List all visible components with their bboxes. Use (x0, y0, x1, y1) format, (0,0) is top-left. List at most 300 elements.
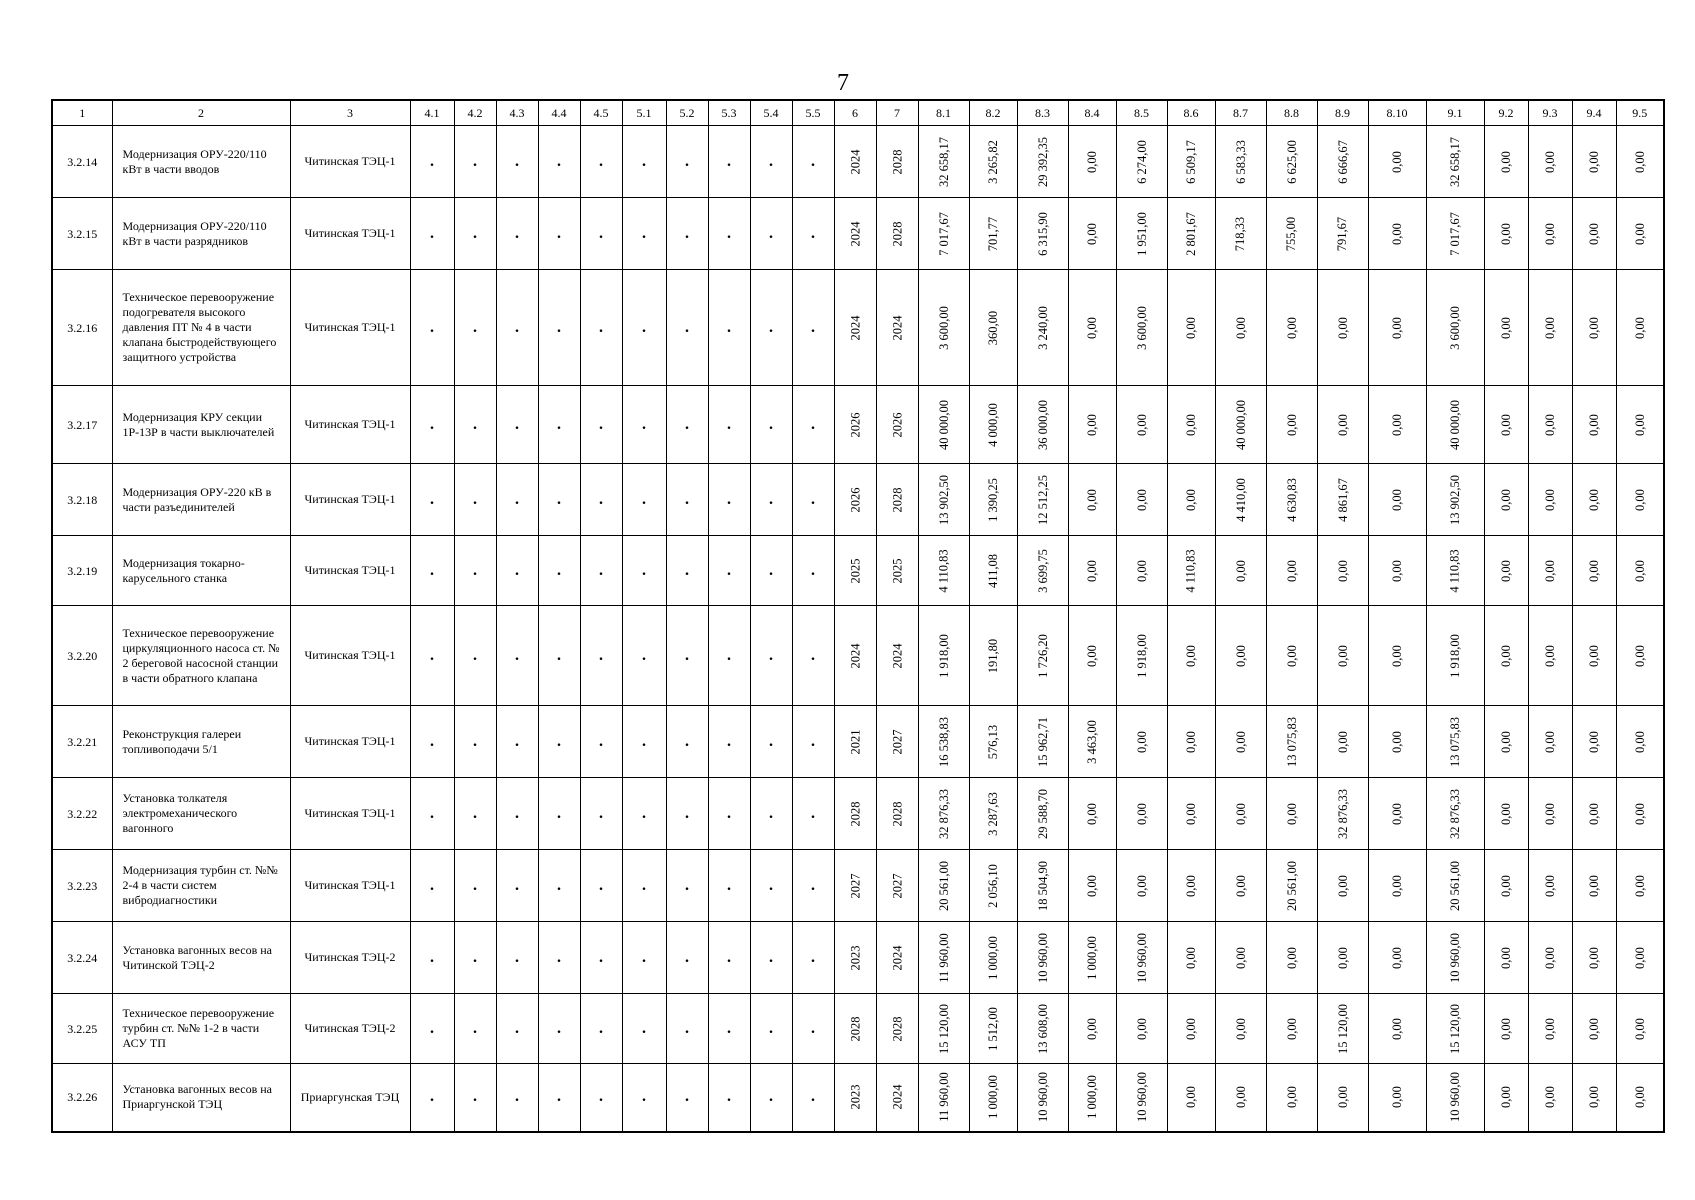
empty-cell-dot: . (708, 922, 750, 994)
value-cell-text: 0,00 (1134, 802, 1149, 825)
value-cell (1017, 270, 1068, 386)
row-station: Читинская ТЭЦ-1 (290, 386, 410, 464)
value-cell-text: 0,00 (1543, 730, 1557, 753)
value-cell (1116, 270, 1167, 386)
end-year-text: 2027 (890, 729, 904, 754)
value-cell (1116, 994, 1167, 1064)
empty-cell-dot: . (454, 706, 496, 778)
value-cell (1426, 386, 1484, 464)
value-cell (1317, 778, 1368, 850)
value-cell-text: 1 512,00 (986, 1006, 1000, 1051)
value-cell-text: 0,00 (1233, 874, 1248, 897)
empty-cell-dot: . (622, 994, 666, 1064)
value-cell (1484, 994, 1528, 1064)
empty-cell-dot: . (622, 706, 666, 778)
empty-cell-dot: . (410, 706, 454, 778)
value-cell (1266, 994, 1317, 1064)
value-cell-text: 0,00 (1184, 802, 1198, 825)
value-cell-text: 18 504,90 (1035, 860, 1050, 911)
value-cell (1116, 386, 1167, 464)
empty-cell-dot: . (666, 778, 708, 850)
value-cell (1017, 386, 1068, 464)
value-cell-text: 4 630,83 (1284, 477, 1299, 522)
value-cell-text: 0,00 (1233, 1086, 1248, 1109)
empty-cell-dot: . (666, 850, 708, 922)
empty-cell-dot: . (666, 464, 708, 536)
value-cell (1484, 126, 1528, 198)
start-year-text: 2023 (848, 945, 862, 970)
value-cell-text: 0,00 (1543, 874, 1557, 897)
value-cell-text: 7 017,67 (936, 211, 951, 256)
value-cell (1616, 706, 1664, 778)
table-row (52, 386, 1664, 464)
value-cell-text: 0,00 (1085, 874, 1099, 897)
row-code: 3.2.26 (52, 1064, 112, 1132)
value-cell (1317, 1064, 1368, 1132)
empty-cell-dot: . (708, 706, 750, 778)
row-code: 3.2.24 (52, 922, 112, 994)
value-cell (1215, 126, 1266, 198)
value-cell-text: 3 600,00 (1134, 305, 1149, 350)
row-code: 3.2.22 (52, 778, 112, 850)
value-cell-text: 701,77 (986, 216, 1000, 251)
empty-cell-dot: . (666, 1064, 708, 1132)
value-cell (969, 464, 1017, 536)
value-cell (1317, 198, 1368, 270)
value-cell (1317, 994, 1368, 1064)
column-header: 8.4 (1068, 100, 1116, 126)
value-cell-text: 0,00 (1335, 559, 1350, 582)
value-cell-text: 0,00 (1184, 1017, 1198, 1040)
value-cell-text: 0,00 (1134, 559, 1149, 582)
column-header: 4.5 (580, 100, 622, 126)
empty-cell-dot: . (708, 270, 750, 386)
value-cell (969, 922, 1017, 994)
column-header: 5.5 (792, 100, 834, 126)
value-cell-text: 13 608,00 (1035, 1003, 1050, 1054)
empty-cell-dot: . (708, 198, 750, 270)
value-cell-text: 0,00 (1587, 559, 1601, 582)
value-cell-text: 15 120,00 (936, 1003, 951, 1054)
value-cell-text: 0,00 (1390, 559, 1404, 582)
empty-cell-dot: . (496, 706, 538, 778)
value-cell-text: 1 726,20 (1035, 633, 1050, 678)
end-year-text: 2024 (890, 1084, 904, 1110)
value-cell-text: 29 392,35 (1035, 136, 1050, 187)
empty-cell-dot: . (792, 270, 834, 386)
empty-cell-dot: . (750, 536, 792, 606)
value-cell-text: 0,00 (1543, 802, 1557, 825)
value-cell-text: 0,00 (1184, 730, 1198, 753)
end-year-text: 2028 (890, 801, 904, 826)
value-cell (1167, 922, 1215, 994)
value-cell-text: 0,00 (1632, 730, 1647, 753)
value-cell (1368, 706, 1426, 778)
value-cell-text: 10 960,00 (1448, 1072, 1462, 1123)
value-cell (1368, 778, 1426, 850)
value-cell-text: 0,00 (1587, 874, 1601, 897)
table-row (52, 778, 1664, 850)
value-cell (1484, 198, 1528, 270)
value-cell (1368, 606, 1426, 706)
value-cell-text: 0,00 (1499, 488, 1513, 511)
value-cell (1017, 850, 1068, 922)
empty-cell-dot: . (496, 994, 538, 1064)
value-cell-text: 0,00 (1390, 1086, 1404, 1109)
value-cell (1426, 464, 1484, 536)
value-cell-text: 755,00 (1284, 216, 1299, 251)
value-cell (1017, 922, 1068, 994)
empty-cell-dot: . (708, 778, 750, 850)
value-cell-text: 12 512,25 (1035, 474, 1050, 525)
table-row (52, 270, 1664, 386)
value-cell-text: 0,00 (1632, 1086, 1647, 1109)
value-cell-text: 0,00 (1390, 316, 1404, 339)
start-year-text: 2028 (848, 1016, 862, 1041)
value-cell-text: 0,00 (1499, 1086, 1513, 1109)
empty-cell-dot: . (538, 126, 580, 198)
empty-cell-dot: . (666, 922, 708, 994)
empty-cell-dot: . (410, 536, 454, 606)
value-cell (1528, 464, 1572, 536)
value-cell-text: 0,00 (1184, 316, 1198, 339)
row-name: Модернизация турбин ст. №№ 2-4 в части систем вибродиагностики (112, 850, 290, 922)
value-cell (918, 198, 969, 270)
value-cell (1215, 778, 1266, 850)
empty-cell-dot: . (580, 778, 622, 850)
value-cell-text: 3 463,00 (1085, 719, 1099, 764)
value-cell (1068, 606, 1116, 706)
start-year (834, 386, 876, 464)
empty-cell-dot: . (538, 994, 580, 1064)
empty-cell-dot: . (454, 198, 496, 270)
empty-cell-dot: . (538, 536, 580, 606)
value-cell-text: 0,00 (1587, 413, 1601, 436)
value-cell (1317, 536, 1368, 606)
empty-cell-dot: . (792, 706, 834, 778)
row-station: Читинская ТЭЦ-1 (290, 464, 410, 536)
value-cell (1068, 536, 1116, 606)
value-cell (1484, 1064, 1528, 1132)
value-cell-text: 0,00 (1184, 946, 1198, 969)
value-cell-text: 20 561,00 (1448, 860, 1462, 911)
value-cell (1167, 778, 1215, 850)
table-row (52, 994, 1664, 1064)
column-header: 4.3 (496, 100, 538, 126)
value-cell (1572, 850, 1616, 922)
empty-cell-dot: . (792, 778, 834, 850)
value-cell (1572, 126, 1616, 198)
start-year-text: 2026 (848, 412, 862, 437)
value-cell-text: 0,00 (1587, 802, 1601, 825)
column-header: 5.3 (708, 100, 750, 126)
value-cell-text: 0,00 (1233, 946, 1248, 969)
start-year-text: 2024 (848, 315, 862, 340)
column-header: 8.2 (969, 100, 1017, 126)
value-cell-text: 0,00 (1632, 150, 1647, 173)
value-cell (1528, 270, 1572, 386)
value-cell (1266, 778, 1317, 850)
end-year-text: 2028 (890, 1016, 904, 1041)
empty-cell-dot: . (496, 198, 538, 270)
value-cell (1426, 922, 1484, 994)
value-cell-text: 10 960,00 (1134, 1072, 1149, 1123)
value-cell (1528, 198, 1572, 270)
row-code: 3.2.19 (52, 536, 112, 606)
table-row (52, 706, 1664, 778)
value-cell (1616, 464, 1664, 536)
empty-cell-dot: . (708, 606, 750, 706)
value-cell (1317, 706, 1368, 778)
start-year (834, 606, 876, 706)
value-cell-text: 4 110,83 (1183, 548, 1198, 593)
column-header: 8.7 (1215, 100, 1266, 126)
value-cell-text: 4 110,83 (936, 548, 951, 593)
value-cell (1068, 386, 1116, 464)
row-station: Читинская ТЭЦ-1 (290, 198, 410, 270)
end-year (876, 198, 918, 270)
value-cell-text: 0,00 (1134, 413, 1149, 436)
value-cell-text: 0,00 (1390, 150, 1404, 173)
value-cell (1572, 922, 1616, 994)
value-cell-text: 0,00 (1335, 316, 1350, 339)
value-cell-text: 1 000,00 (986, 1075, 1000, 1120)
value-cell-text: 576,13 (986, 724, 1000, 759)
start-year (834, 126, 876, 198)
empty-cell-dot: . (750, 922, 792, 994)
empty-cell-dot: . (496, 922, 538, 994)
column-header: 8.8 (1266, 100, 1317, 126)
empty-cell-dot: . (750, 994, 792, 1064)
value-cell-text: 0,00 (1390, 874, 1404, 897)
empty-cell-dot: . (410, 1064, 454, 1132)
empty-cell-dot: . (580, 850, 622, 922)
value-cell-text: 0,00 (1587, 222, 1601, 245)
value-cell (1068, 850, 1116, 922)
value-cell (1426, 994, 1484, 1064)
value-cell-text: 1 918,00 (1448, 633, 1462, 678)
end-year (876, 386, 918, 464)
value-cell (1426, 1064, 1484, 1132)
column-header: 3 (290, 100, 410, 126)
row-name: Установка вагонных весов на Приаргунской ТЭЦ (112, 1064, 290, 1132)
row-station: Читинская ТЭЦ-1 (290, 126, 410, 198)
value-cell (1017, 198, 1068, 270)
empty-cell-dot: . (792, 606, 834, 706)
value-cell (1484, 270, 1528, 386)
row-name: Техническое перевооружение подогревателя высокого давления ПТ № 4 в части клапана быстродействующего защитного устройства (112, 270, 290, 386)
empty-cell-dot: . (454, 850, 496, 922)
value-cell-text: 0,00 (1390, 222, 1404, 245)
column-header: 5.4 (750, 100, 792, 126)
value-cell-text: 0,00 (1499, 559, 1513, 582)
empty-cell-dot: . (580, 994, 622, 1064)
value-cell (1528, 850, 1572, 922)
empty-cell-dot: . (410, 994, 454, 1064)
value-cell-text: 3 240,00 (1035, 305, 1050, 350)
value-cell (1426, 198, 1484, 270)
column-header: 7 (876, 100, 918, 126)
value-cell-text: 0,00 (1335, 730, 1350, 753)
value-cell (1068, 994, 1116, 1064)
value-cell (1317, 850, 1368, 922)
value-cell (969, 126, 1017, 198)
empty-cell-dot: . (622, 198, 666, 270)
value-cell (969, 706, 1017, 778)
value-cell-text: 0,00 (1390, 1017, 1404, 1040)
value-cell-text: 0,00 (1543, 559, 1557, 582)
value-cell-text: 0,00 (1499, 1017, 1513, 1040)
empty-cell-dot: . (496, 464, 538, 536)
value-cell (1116, 126, 1167, 198)
empty-cell-dot: . (622, 1064, 666, 1132)
row-code: 3.2.16 (52, 270, 112, 386)
value-cell-text: 0,00 (1134, 1017, 1149, 1040)
empty-cell-dot: . (792, 850, 834, 922)
value-cell-text: 0,00 (1632, 222, 1647, 245)
value-cell (1426, 778, 1484, 850)
empty-cell-dot: . (496, 126, 538, 198)
value-cell-text: 0,00 (1284, 1017, 1299, 1040)
value-cell (918, 994, 969, 1064)
start-year-text: 2024 (848, 643, 862, 668)
value-cell-text: 10 960,00 (1035, 932, 1050, 983)
empty-cell-dot: . (708, 386, 750, 464)
row-name: Реконструкция галереи топливоподачи 5/1 (112, 706, 290, 778)
value-cell (1616, 198, 1664, 270)
value-cell-text: 0,00 (1390, 730, 1404, 753)
column-header: 9.2 (1484, 100, 1528, 126)
value-cell-text: 0,00 (1085, 413, 1099, 436)
value-cell (1017, 994, 1068, 1064)
value-cell (1215, 922, 1266, 994)
table-row (52, 922, 1664, 994)
empty-cell-dot: . (496, 270, 538, 386)
row-station: Приаргунская ТЭЦ (290, 1064, 410, 1132)
empty-cell-dot: . (750, 464, 792, 536)
empty-cell-dot: . (538, 464, 580, 536)
end-year (876, 994, 918, 1064)
value-cell-text: 0,00 (1085, 802, 1099, 825)
value-cell (1068, 464, 1116, 536)
empty-cell-dot: . (792, 1064, 834, 1132)
value-cell-text: 32 658,17 (936, 136, 951, 187)
empty-cell-dot: . (410, 126, 454, 198)
empty-cell-dot: . (792, 198, 834, 270)
value-cell-text: 1 918,00 (1134, 633, 1149, 678)
value-cell (1528, 706, 1572, 778)
row-station: Читинская ТЭЦ-1 (290, 536, 410, 606)
value-cell-text: 0,00 (1499, 316, 1513, 339)
row-station: Читинская ТЭЦ-1 (290, 850, 410, 922)
end-year (876, 270, 918, 386)
start-year-text: 2025 (848, 558, 862, 583)
start-year (834, 994, 876, 1064)
empty-cell-dot: . (792, 464, 834, 536)
empty-cell-dot: . (454, 464, 496, 536)
value-cell (1215, 386, 1266, 464)
empty-cell-dot: . (750, 126, 792, 198)
value-cell-text: 0,00 (1390, 644, 1404, 667)
value-cell (1167, 270, 1215, 386)
value-cell-text: 0,00 (1632, 559, 1647, 582)
value-cell-text: 0,00 (1632, 644, 1647, 667)
empty-cell-dot: . (410, 778, 454, 850)
start-year (834, 922, 876, 994)
value-cell (1116, 850, 1167, 922)
value-cell-text: 32 658,17 (1448, 136, 1462, 187)
value-cell-text: 0,00 (1632, 802, 1647, 825)
empty-cell-dot: . (750, 1064, 792, 1132)
value-cell (918, 606, 969, 706)
empty-cell-dot: . (708, 464, 750, 536)
value-cell-text: 4 110,83 (1447, 548, 1462, 593)
value-cell-text: 0,00 (1085, 488, 1099, 511)
empty-cell-dot: . (622, 270, 666, 386)
value-cell-text: 2 056,10 (986, 863, 1000, 908)
value-cell-text: 791,67 (1335, 216, 1350, 251)
value-cell (1266, 270, 1317, 386)
value-cell-text: 0,00 (1233, 316, 1248, 339)
start-year (834, 850, 876, 922)
value-cell-text: 0,00 (1335, 1086, 1350, 1109)
column-header: 9.5 (1616, 100, 1664, 126)
value-cell (1017, 464, 1068, 536)
value-cell (918, 706, 969, 778)
empty-cell-dot: . (750, 706, 792, 778)
start-year (834, 198, 876, 270)
empty-cell-dot: . (708, 126, 750, 198)
empty-cell-dot: . (792, 536, 834, 606)
value-cell (1528, 922, 1572, 994)
value-cell-text: 0,00 (1085, 316, 1099, 339)
value-cell-text: 32 876,33 (1335, 788, 1350, 839)
empty-cell-dot: . (538, 850, 580, 922)
empty-cell-dot: . (496, 850, 538, 922)
value-cell-text: 1 000,00 (986, 935, 1000, 980)
value-cell (1528, 1064, 1572, 1132)
column-header: 8.5 (1116, 100, 1167, 126)
value-cell-text: 10 960,00 (1035, 1072, 1050, 1123)
empty-cell-dot: . (750, 270, 792, 386)
table-row (52, 464, 1664, 536)
row-name: Модернизация ОРУ-220/110 кВт в части вводов (112, 126, 290, 198)
value-cell (1572, 464, 1616, 536)
value-cell (1616, 270, 1664, 386)
column-header: 8.1 (918, 100, 969, 126)
value-cell (1426, 126, 1484, 198)
value-cell (1317, 386, 1368, 464)
value-cell-text: 0,00 (1543, 488, 1557, 511)
value-cell-text: 1 000,00 (1085, 935, 1099, 980)
row-code: 3.2.25 (52, 994, 112, 1064)
row-name: Модернизация КРУ секции 1Р-13Р в части выключателей (112, 386, 290, 464)
value-cell (1317, 922, 1368, 994)
value-cell-text: 6 274,00 (1134, 139, 1149, 184)
start-year-text: 2028 (848, 801, 862, 826)
value-cell-text: 0,00 (1335, 413, 1350, 436)
end-year-text: 2026 (890, 412, 904, 437)
value-cell (1528, 126, 1572, 198)
value-cell (1215, 1064, 1266, 1132)
value-cell-text: 0,00 (1587, 644, 1601, 667)
value-cell (1528, 386, 1572, 464)
value-cell-text: 2 801,67 (1184, 211, 1198, 256)
value-cell (918, 270, 969, 386)
value-cell-text: 0,00 (1543, 150, 1557, 173)
value-cell-text: 0,00 (1587, 1017, 1601, 1040)
value-cell (1266, 922, 1317, 994)
